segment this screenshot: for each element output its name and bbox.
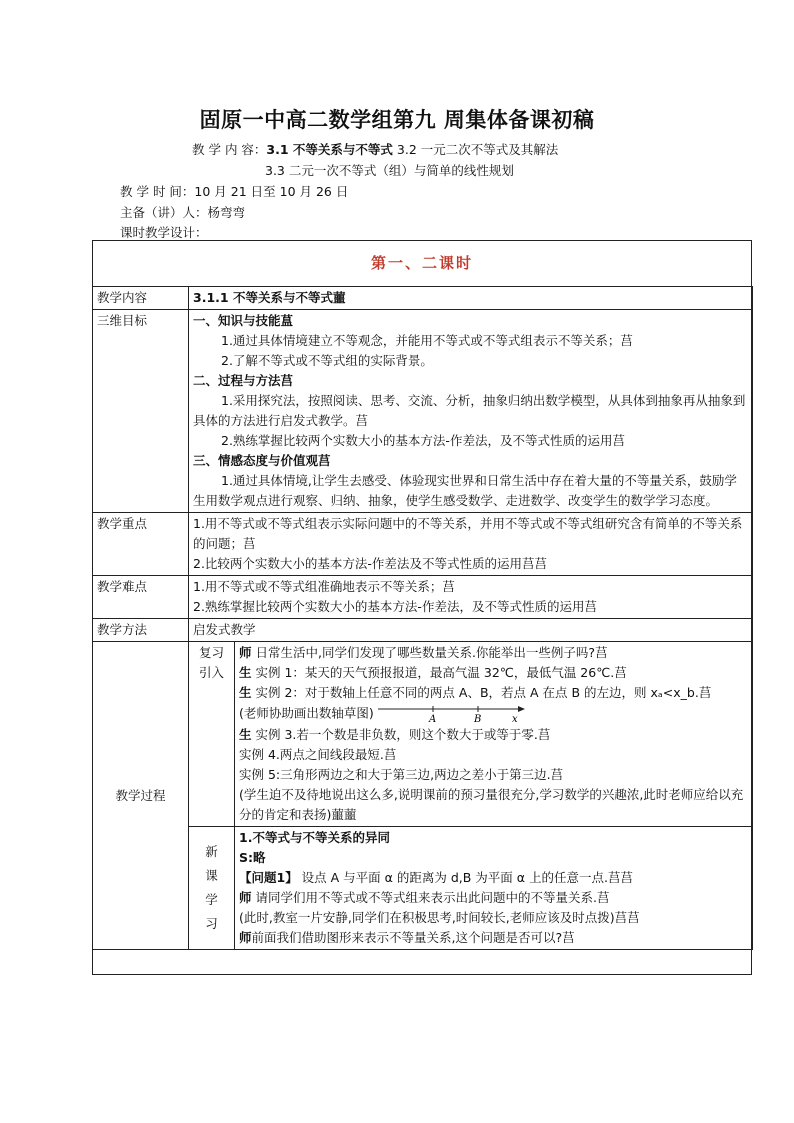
speaker-tag: 师 — [239, 890, 252, 905]
goal-item: 2.了解不等式或不等式组的实际背景。 — [221, 353, 433, 368]
row-method — [93, 619, 753, 642]
row-goals — [93, 310, 753, 513]
dialogue-line — [239, 725, 748, 745]
teaching-content-line — [192, 140, 558, 158]
content-rest: 3.2 一元二次不等式及其解法 — [392, 142, 559, 157]
new-lesson-label-text: 新课学习 — [205, 844, 218, 931]
dialogue-text: (老师协助画出数轴草图) — [239, 705, 374, 721]
goal-item: 2.熟练掌握比较两个实数大小的基本方法-作差法，及不等式性质的运用莒 — [221, 433, 625, 448]
dialogue-line: (学生迫不及待地说出这么多,说明课前的预习量很充分,学习数学的兴趣浓,此时老师应给以充分的肯定和表扬)蘁蘁 — [239, 787, 744, 822]
dialogue-line — [239, 663, 748, 683]
dialogue-text: 前面我们借助图形来表示不等量关系,这个问题是否可以?莒 — [251, 930, 575, 945]
dialogue-text: 日常生活中,同学们发现了哪些数量关系.你能举出一些例子吗?莒 — [251, 645, 608, 660]
dialogue-line — [239, 868, 748, 888]
row-key-points — [93, 513, 753, 576]
row-label: 教学重点 — [93, 513, 189, 576]
content-value: 3.1.1 不等关系与不等式蘁 — [189, 287, 753, 310]
section-note: S:略 — [239, 850, 266, 865]
goal-section: 二、过程与方法莒 — [193, 373, 294, 388]
teaching-time-line — [120, 182, 348, 200]
page-title: 固原一中高二数学组第九 周集体备课初稿 — [199, 107, 595, 132]
speaker-tag: 师 — [239, 930, 252, 945]
dialogue-text: 设点 A 与平面 α 的距离为 d,B 为平面 α 上的任意一点.莒莒 — [297, 870, 633, 885]
speaker-tag: 生 — [239, 685, 252, 700]
difficult-item: 1.用不等式或不等式组准确地表示不等关系；莒 — [193, 579, 455, 594]
number-line-svg — [378, 703, 528, 725]
axis-label-x: x — [511, 714, 518, 725]
content-line-2: 3.3 二元一次不等式（组）与简单的线性规划 — [265, 163, 514, 178]
dialogue-line: 实例 5:三角形两边之和大于第三边,两边之差小于第三边.莒 — [239, 767, 564, 782]
goal-section: 三、情感态度与价值观莒 — [193, 453, 331, 468]
dialogue-line — [239, 928, 748, 948]
key-item: 2.比较两个实数大小的基本方法-作差法及不等式性质的运用莒莒 — [193, 556, 547, 571]
dialogue-text: 请同学们用不等式或不等式组来表示出此问题中的不等量关系.莒 — [251, 890, 610, 905]
row-label: 教学方法 — [93, 619, 189, 642]
dialogue-line — [239, 683, 748, 703]
dialogue-text: 实例 2：对于数轴上任意不同的两点 A、B，若点 A 在点 B 的左边，则 xₐ<x_b.莒 — [251, 685, 712, 700]
lesson-title: 第一、二课时 — [370, 254, 473, 272]
dialogue-line — [239, 643, 748, 663]
row-label: 教学内容 — [93, 287, 189, 310]
design-label: 课时教学设计： — [120, 225, 208, 240]
dialogue-text: 实例 3.若一个数是非负数，则这个数大于或等于零.莒 — [251, 727, 551, 742]
speaker-tag: 生 — [239, 665, 252, 680]
key-cell — [189, 513, 753, 576]
dialogue-line — [239, 888, 748, 908]
review-cell — [235, 642, 753, 827]
goal-section: 一、知识与技能蒀 — [193, 313, 294, 328]
axis-arrow — [518, 706, 525, 712]
content-label: 教 学 内 容： — [192, 142, 267, 157]
speaker-tag: 师 — [239, 645, 252, 660]
host-line — [120, 203, 245, 221]
method-value: 启发式教学 — [189, 619, 753, 642]
review-label: 复习引入 — [189, 642, 235, 827]
time-value: 10 月 21 日至 10 月 26 日 — [194, 184, 349, 199]
dialogue-line: (此时,教室一片安静,同学们在积极思考,时间较长,老师应该及时点拨)莒莒 — [239, 910, 640, 925]
difficult-item: 2.熟练掌握比较两个实数大小的基本方法-作差法，及不等式性质的运用莒 — [193, 599, 597, 614]
row-label: 三维目标 — [93, 310, 189, 513]
row-label: 教学过程 — [93, 642, 189, 950]
new-lesson-cell — [235, 827, 753, 950]
lesson-table — [92, 286, 753, 950]
axis-label-b: B — [473, 714, 482, 725]
goal-item: 1.通过具体情境建立不等观念，并能用不等式或不等式组表示不等关系；莒 — [221, 333, 633, 348]
row-label: 教学难点 — [93, 576, 189, 619]
goal-item: 1.通过具体情境,让学生去感受、体验现实世界和日常生活中存在着大量的不等量关系，鼓励学生用数学观点进行观察、归纳、抽象，使学生感受数学、走进数学、改变学生的数学学习态度。 — [193, 473, 737, 508]
goals-cell — [189, 310, 753, 513]
goal-item: 1.采用探究法，按照阅读、思考、交流、分析，抽象归纳出数学模型，从具体到抽象再从抽象到具体的方法进行启发式教学。莒 — [193, 393, 746, 428]
time-label: 教 学 时 间： — [120, 184, 195, 199]
new-lesson-label — [189, 827, 235, 950]
difficult-cell — [189, 576, 753, 619]
dialogue-text: 实例 1：某天的天气预报报道，最高气温 32℃，最低气温 26℃.莒 — [251, 665, 627, 680]
host-label: 主备（讲）人： — [120, 205, 208, 220]
number-line-diagram — [378, 703, 528, 725]
key-item: 1.用不等式或不等式组表示实际问题中的不等关系，并用不等式或不等式组研究含有简单的不等关系的问题；莒 — [193, 516, 743, 551]
axis-label-a: A — [428, 714, 436, 725]
row-process-review — [93, 642, 753, 827]
problem-tag: 【问题1】 — [239, 870, 298, 885]
section-heading: 1.不等式与不等关系的异同 — [239, 830, 390, 845]
dialogue-line — [239, 703, 748, 725]
speaker-tag: 生 — [239, 727, 252, 742]
row-content — [93, 287, 753, 310]
content-bold: 3.1 不等关系与不等式 — [266, 142, 393, 157]
dialogue-line: 实例 4.两点之间线段最短.莒 — [239, 747, 397, 762]
row-process-new — [93, 827, 753, 950]
row-difficulties — [93, 576, 753, 619]
host-value: 杨弯弯 — [207, 205, 246, 220]
